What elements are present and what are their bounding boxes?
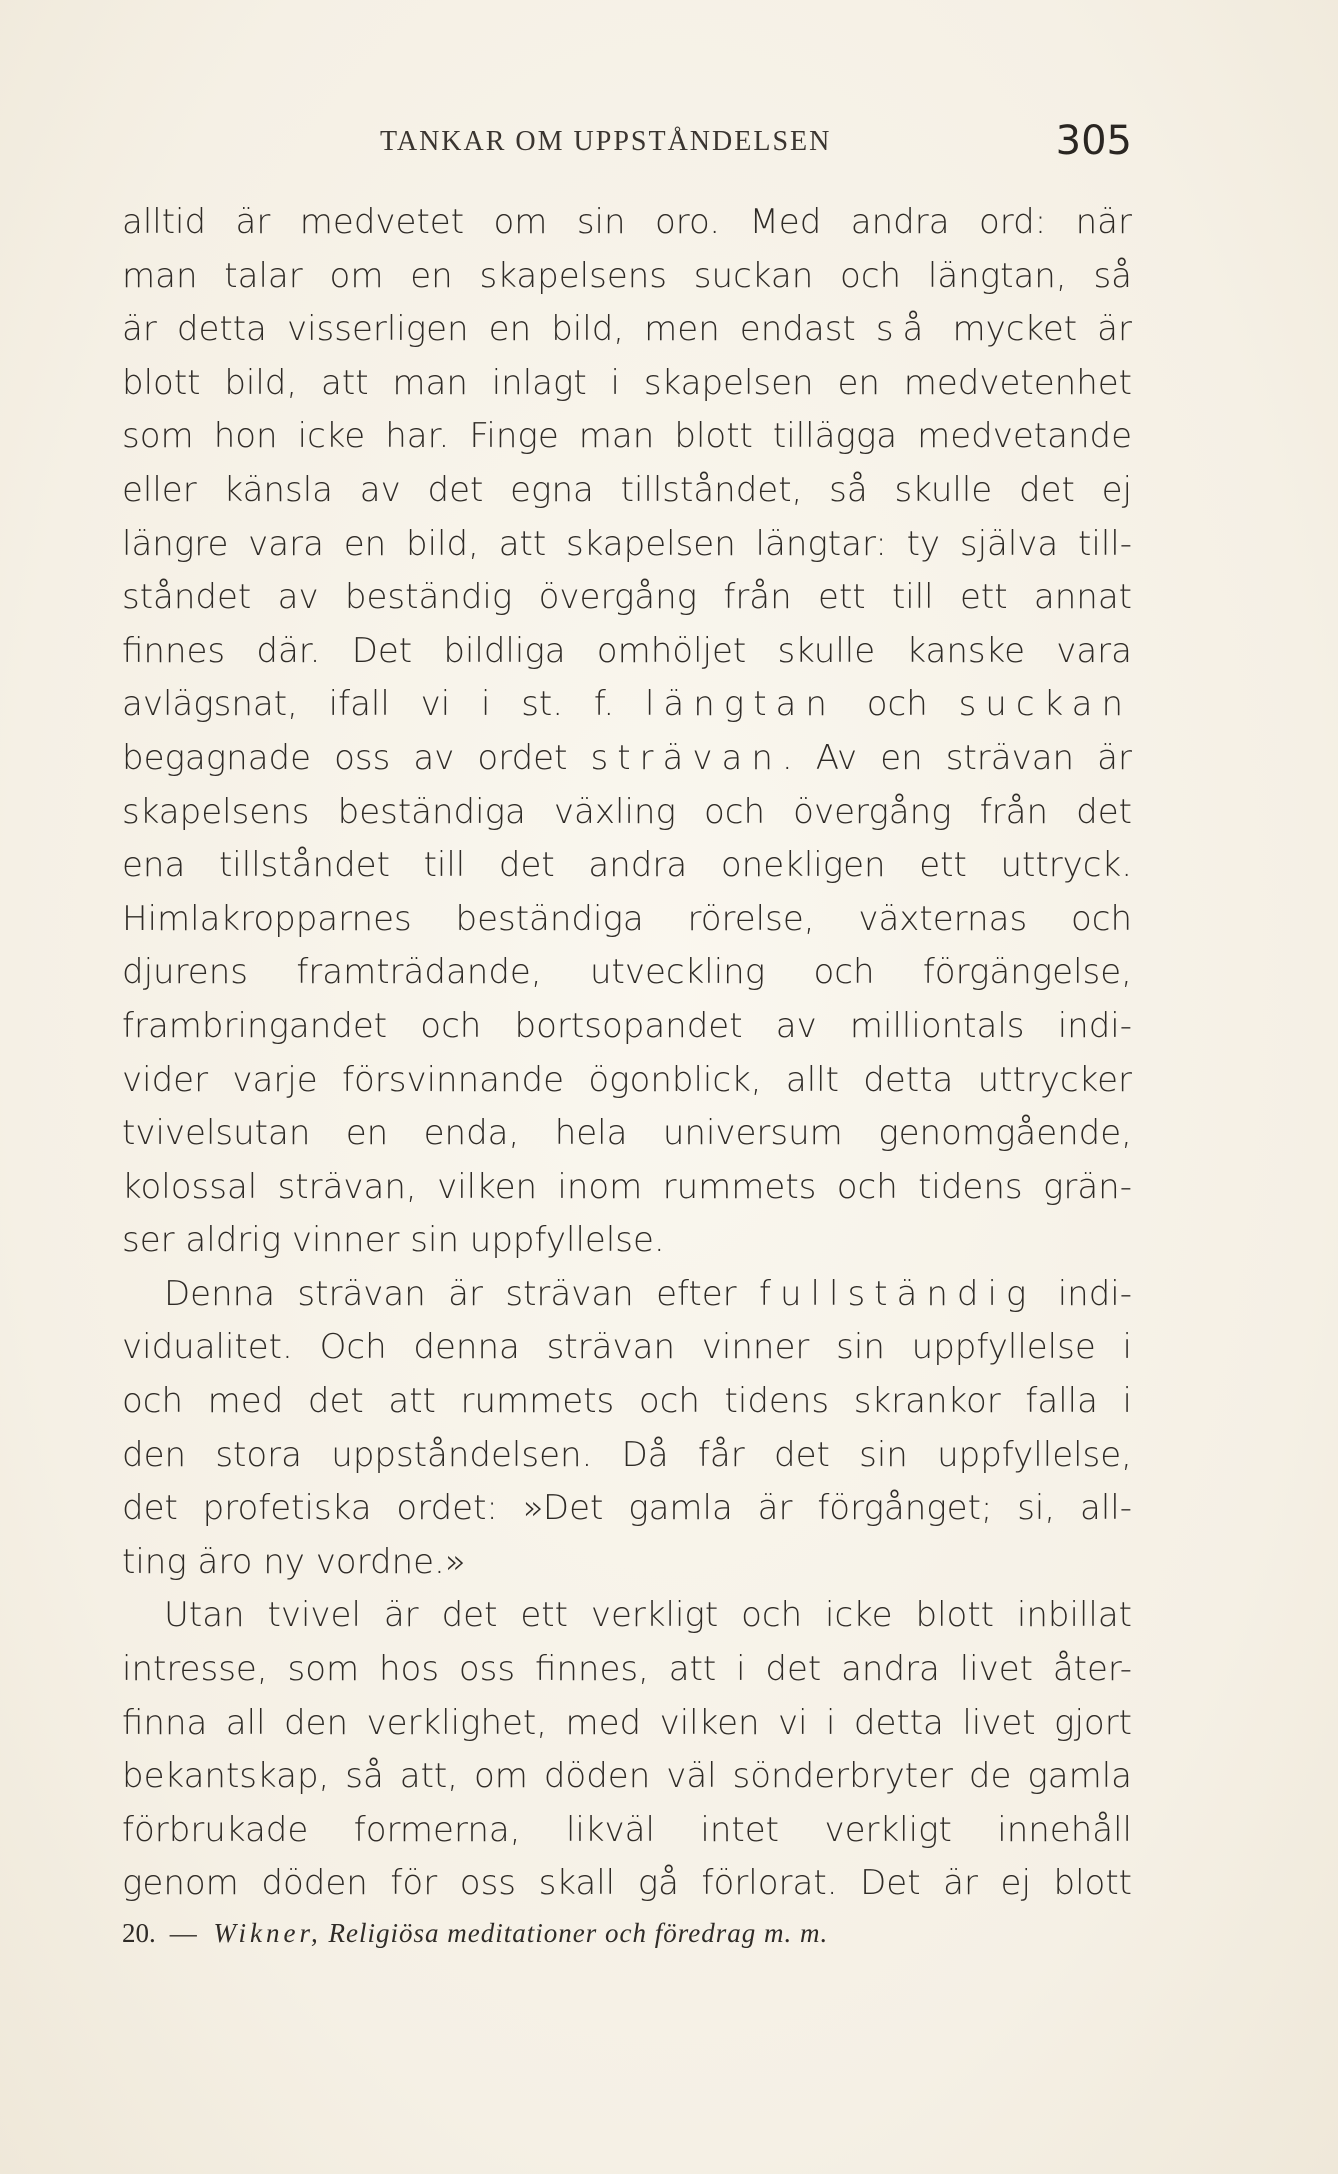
- text-line: [122, 625, 1132, 679]
- text-line: [122, 1000, 1132, 1054]
- line-text: eller känsla av det egna tillståndet, så skulle det ej: [122, 469, 1132, 510]
- line-text: finna all den verklighet, med vilken vi i detta livet gjort: [122, 1702, 1132, 1743]
- text-line: [122, 464, 1132, 518]
- line-text: indi-: [1035, 1273, 1132, 1314]
- line-text: och med det att rummets och tidens skrankor falla i: [122, 1381, 1132, 1422]
- line-text: längre vara en bild, att skapelsen längtar: ty själva till-: [122, 523, 1132, 564]
- text-line: [122, 410, 1132, 464]
- spaced-emphasis: suckan: [958, 684, 1132, 725]
- text-line: [122, 1161, 1132, 1215]
- line-text: skapelsens beständiga växling och övergång från det: [122, 791, 1132, 832]
- line-text: tvivelsutan en enda, hela universum genomgående,: [122, 1113, 1132, 1154]
- running-title: TANKAR OM UPPSTÅNDELSEN: [380, 126, 832, 157]
- line-text: djurens framträdande, utveckling och förgängelse,: [122, 952, 1132, 993]
- signature-mark: 20.: [122, 1918, 156, 1948]
- line-text: begagnade oss av ordet: [122, 737, 591, 778]
- text-line: [122, 571, 1132, 625]
- line-text: bekantskap, så att, om döden väl sönderbryter de gamla: [122, 1756, 1132, 1797]
- text-line: [122, 1804, 1132, 1858]
- text-line: [122, 1429, 1132, 1483]
- line-text: den stora uppståndelsen. Då får det sin uppfyllelse,: [122, 1434, 1132, 1475]
- line-text: blott bild, att man inlagt i skapelsen en medvetenhet: [122, 362, 1132, 403]
- running-head: [122, 118, 1132, 178]
- text-line: [122, 518, 1132, 572]
- line-text: ståndet av beständig övergång från ett till ett annat: [122, 577, 1132, 618]
- author-name: Wikner,: [213, 1918, 322, 1948]
- line-text: genom döden för oss skall gå förlorat. Det är ej blott: [122, 1863, 1132, 1904]
- footer-dash: —: [169, 1918, 197, 1948]
- line-text: vider varje försvinnande ögonblick, allt detta uttrycker: [122, 1059, 1132, 1100]
- text-line: [122, 1214, 1132, 1268]
- text-line: [122, 1750, 1132, 1804]
- text-line: [122, 678, 1132, 732]
- spaced-emphasis: så: [875, 309, 933, 350]
- line-text: är detta visserligen en bild, men endast: [122, 309, 876, 350]
- text-line: [122, 732, 1132, 786]
- text-line: [122, 1054, 1132, 1108]
- text-line: [122, 1375, 1132, 1429]
- line-text: avlägsnat, ifall vi i st. f.: [122, 684, 645, 725]
- text-line: [122, 1643, 1132, 1697]
- spaced-emphasis: fullständig: [759, 1273, 1036, 1314]
- line-text: mycket är: [932, 309, 1132, 350]
- spaced-emphasis: strävan: [590, 737, 782, 778]
- line-text: förbrukade formerna, likväl intet verkligt innehåll: [122, 1809, 1132, 1850]
- line-text: alltid är medvetet om sin oro. Med andra ord: när: [122, 202, 1132, 242]
- line-text: Himlakropparnes beständiga rörelse, växternas och: [122, 898, 1132, 939]
- text-line: [122, 1857, 1132, 1911]
- text-line: [122, 303, 1132, 357]
- text-line: [122, 1268, 1132, 1322]
- line-text: finnes där. Det bildliga omhöljet skulle kanske vara: [122, 630, 1132, 671]
- line-text: Denna strävan är strävan efter: [164, 1273, 760, 1314]
- line-text: . Av en strävan är: [781, 737, 1132, 778]
- line-text: ting äro ny vordne.»: [122, 1541, 466, 1582]
- text-line: [122, 839, 1132, 893]
- line-text: och: [835, 684, 959, 725]
- line-text: ena tillståndet till det andra onekligen ett uttryck.: [122, 845, 1132, 886]
- line-text: man talar om en skapelsens suckan och längtan, så: [122, 255, 1132, 296]
- body-text: [122, 196, 1132, 1911]
- text-line: [122, 1321, 1132, 1375]
- footer-signature-line: [122, 1918, 1132, 1949]
- page-number: 305: [1055, 118, 1132, 164]
- spaced-emphasis: längtan: [644, 684, 836, 725]
- text-line: [122, 1107, 1132, 1161]
- line-text: vidualitet. Och denna strävan vinner sin uppfyllelse i: [122, 1327, 1132, 1368]
- text-line: [122, 1697, 1132, 1751]
- book-title: Religiösa meditationer och föredrag m. m.: [328, 1918, 829, 1948]
- text-line: [122, 1536, 1132, 1590]
- line-text: Utan tvivel är det ett verkligt och icke blott inbillat: [164, 1595, 1132, 1636]
- text-line: [122, 357, 1132, 411]
- line-text: ser aldrig vinner sin uppfyllelse.: [122, 1220, 665, 1261]
- text-line: [122, 786, 1132, 840]
- line-text: det profetiska ordet: »Det gamla är förgånget; si, all-: [122, 1488, 1132, 1529]
- text-line: [122, 1482, 1132, 1536]
- text-line: [122, 250, 1132, 304]
- text-line: [122, 196, 1132, 250]
- text-line: [122, 1589, 1132, 1643]
- line-text: frambringandet och bortsopandet av milliontals indi-: [122, 1005, 1132, 1046]
- line-text: intresse, som hos oss finnes, att i det andra livet åter-: [122, 1649, 1132, 1690]
- text-line: [122, 893, 1132, 947]
- text-line: [122, 946, 1132, 1000]
- line-text: som hon icke har. Finge man blott tillägga medvetande: [122, 416, 1132, 457]
- line-text: kolossal strävan, vilken inom rummets och tidens grän-: [122, 1166, 1132, 1207]
